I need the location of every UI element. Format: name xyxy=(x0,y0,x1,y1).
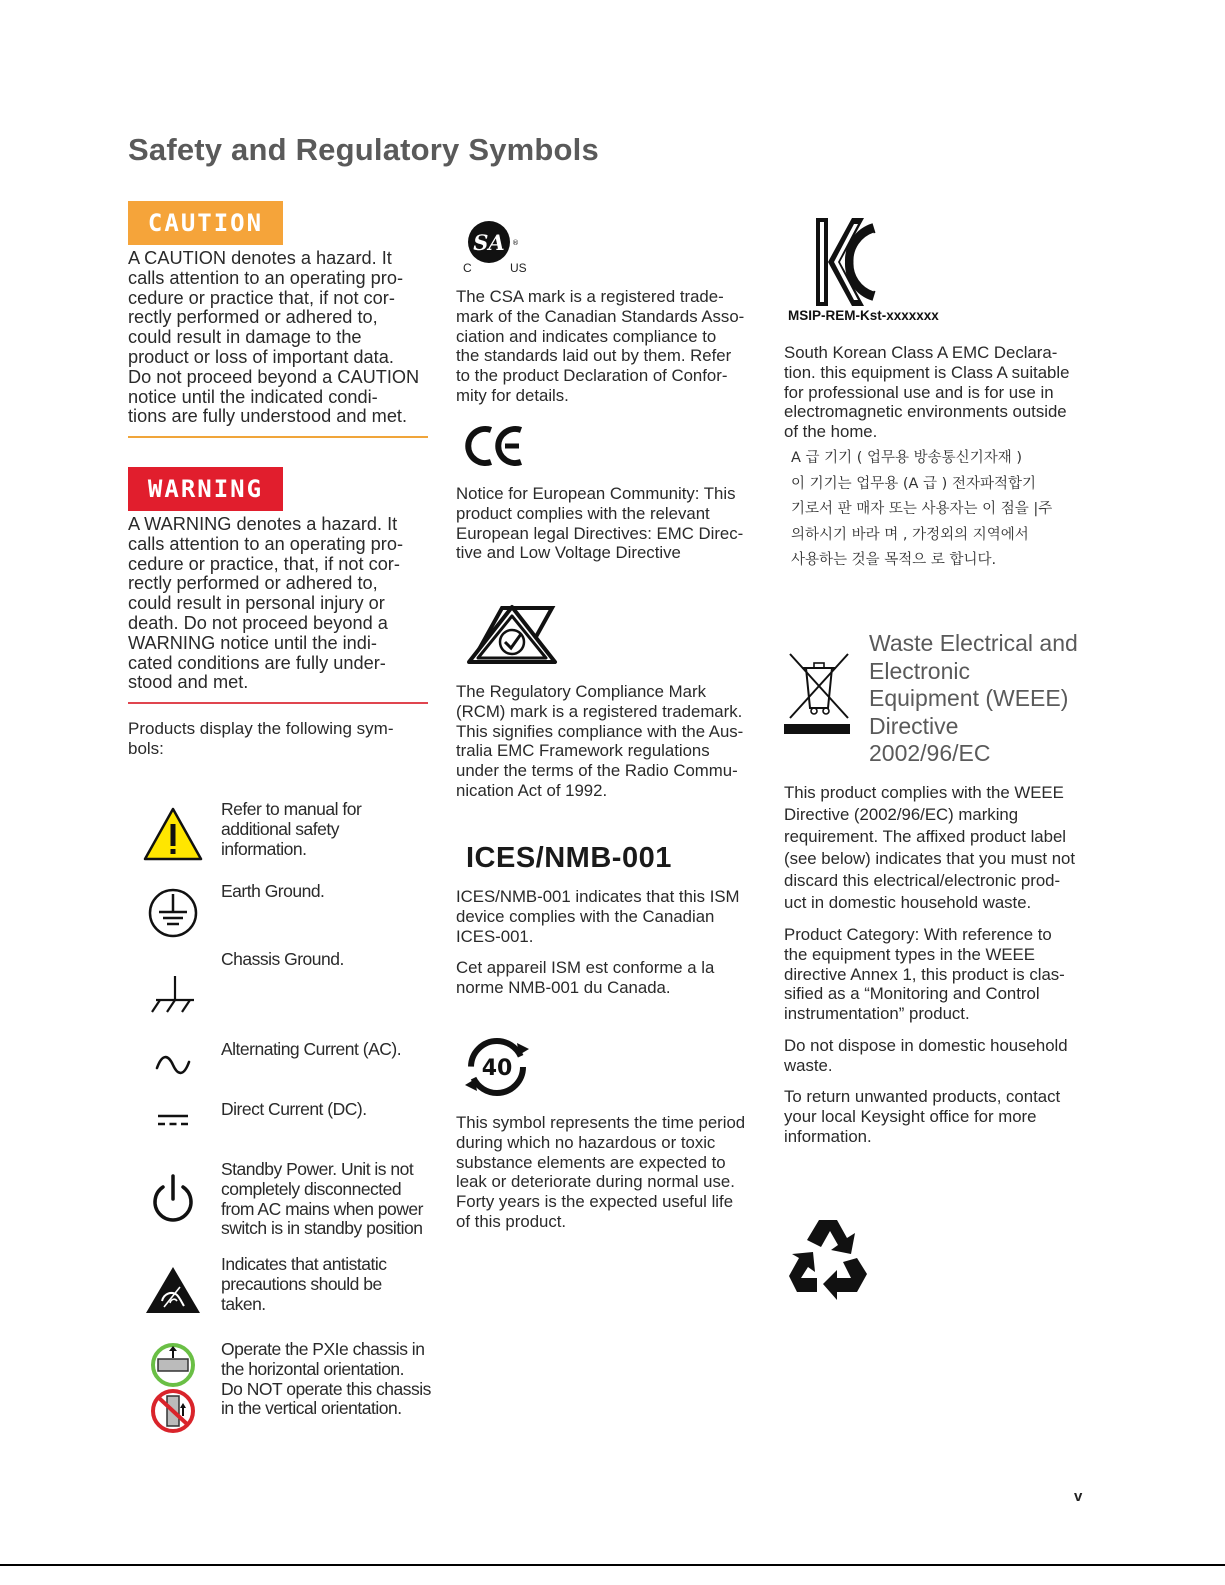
rcm-mark-icon xyxy=(466,604,558,666)
caution-badge xyxy=(128,201,283,245)
ices-text-fr: Cet appareil ISM est conforme a la norme NMB-001 du Canada. xyxy=(456,958,715,997)
symbol-label: Earth Ground. xyxy=(221,881,325,901)
symbol-label: Standby Power. Unit is not completely disconnected from AC mains when power switch is in standby position xyxy=(221,1159,423,1239)
kc-text: South Korean Class A EMC Declara- tion. this equipment is Class A suitable for professional use and is for use in electromagnetic environments outside of the home. xyxy=(784,343,1070,442)
caution-text: A CAUTION denotes a hazard. It calls attention to an operating pro- cedure or practice that, if not cor- rectly performed or adhered to, could result in damage to the product or loss of important data. Do not proceed beyond a CAUTION notice until the indicated condi- tions are fully understood and met. xyxy=(128,248,420,427)
standby-power-icon xyxy=(138,1172,208,1226)
weee-paragraph-3: Do not dispose in domestic household waste. xyxy=(784,1036,1068,1075)
symbol-row xyxy=(128,878,438,940)
warning-badge xyxy=(128,467,283,511)
csa-c-label: C xyxy=(463,261,472,275)
symbol-label: Chassis Ground. xyxy=(221,949,344,969)
orientation-icon xyxy=(138,1342,208,1434)
symbol-label: Operate the PXIe chassis in the horizontal orientation. Do NOT operate this chassis in the vertical orientation. xyxy=(221,1339,431,1419)
ce-text: Notice for European Community: This product complies with the relevant European legal Directives: EMC Direc- tive and Low Voltage Directive xyxy=(456,484,744,563)
symbol-label: Direct Current (DC). xyxy=(221,1099,367,1119)
csa-text: The CSA mark is a registered trade- mark of the Canadian Standards Asso- ciation and indicates compliance to the standards laid out by them. Refer to the product Declaration of Confor- mity for details. xyxy=(456,287,745,405)
kc-korean-text: A 급 기기 ( 업무용 방송통신기자재 ) 이 기기는 업무용 (A 급 ) 전자파적합기 기로서 판 매자 또는 사용자는 이 점을 |주 의하시기 바라 며 , 가정외의 지역에서 사용하는 것을 목적으 로 합니다. xyxy=(791,450,1053,569)
weee-title: Waste Electrical and Electronic Equipment (WEEE) Directive 2002/96/EC xyxy=(869,630,1078,766)
symbol-row xyxy=(128,1251,438,1326)
ices-heading: ICES/NMB-001 xyxy=(466,842,672,874)
esd-icon xyxy=(138,1265,208,1315)
page-bottom-rule xyxy=(0,1564,1225,1566)
efup-number: 40 xyxy=(481,1056,513,1081)
weee-paragraph-2: Product Category: With reference to the equipment types in the WEEE directive Annex 1, this product is clas- sified as a “Monitoring and Control instrumentation” product. xyxy=(784,925,1065,1024)
dc-icon xyxy=(138,1110,208,1130)
symbol-row xyxy=(128,946,438,1021)
warning-label: WARNING xyxy=(147,475,264,503)
symbol-row xyxy=(128,1036,438,1091)
efup-text: This symbol represents the time period during which no hazardous or toxic substance elements are expected to leak or deteriorate during normal use. Forty years is the expected useful life of this product. xyxy=(456,1113,746,1231)
weee-paragraph-1: This product complies with the WEEE Directive (2002/96/EC) marking requirement. The affixed product label (see below) indicates that you must not discard this electrical/electronic prod- uct in domestic household waste. xyxy=(784,783,1076,912)
warning-divider xyxy=(128,702,428,704)
symbol-label: Refer to manual for additional safety information. xyxy=(221,799,362,859)
ices-text-en: ICES/NMB-001 indicates that this ISM device complies with the Canadian ICES-001. xyxy=(456,887,740,946)
symbol-label: Alternating Current (AC). xyxy=(221,1039,402,1059)
weee-paragraph-4: To return unwanted products, contact your local Keysight office for more information. xyxy=(784,1087,1061,1146)
csa-us-label: US xyxy=(510,261,527,275)
caution-label: CAUTION xyxy=(147,209,264,237)
csa-mark-icon xyxy=(462,218,532,276)
earth-ground-icon xyxy=(138,886,208,940)
ac-icon xyxy=(138,1052,208,1078)
symbol-label: Indicates that antistatic precautions should be taken. xyxy=(221,1254,387,1314)
caution-divider xyxy=(128,436,428,438)
svg-text:®: ® xyxy=(512,239,519,247)
ce-mark-icon xyxy=(461,425,525,467)
symbol-row xyxy=(128,1336,438,1436)
symbol-row xyxy=(128,796,438,866)
page-title: Safety and Regulatory Symbols xyxy=(128,132,599,167)
efup-40-icon xyxy=(461,1033,533,1101)
kc-mark-icon xyxy=(812,216,878,308)
warning-text: A WARNING denotes a hazard. It calls attention to an operating pro- cedure or practice, that, if not cor- rectly performed or adhered to, could result in personal injury or death. Do not proceed beyond a WARNING notice until the indi- cated conditions are fully under- stood and met. xyxy=(128,514,404,693)
symbol-row xyxy=(128,1096,438,1146)
rcm-text: The Regulatory Compliance Mark (RCM) mark is a registered trademark. This signifies compliance with the Aus- tralia EMC Framework regulations under the terms of the Radio Commu- nication Act of 1992. xyxy=(456,682,744,800)
kc-code: MSIP-REM-Kst-xxxxxxx xyxy=(788,308,939,323)
recycle-icon xyxy=(785,1214,875,1300)
warning-triangle-icon xyxy=(138,806,208,862)
symbol-row xyxy=(128,1156,438,1246)
weee-bin-icon xyxy=(784,648,854,736)
page-number: v xyxy=(1074,1488,1083,1505)
svg-text:SA: SA xyxy=(473,230,505,255)
chassis-ground-icon xyxy=(138,972,208,1016)
products-intro: Products display the following sym- bols: xyxy=(128,719,394,758)
